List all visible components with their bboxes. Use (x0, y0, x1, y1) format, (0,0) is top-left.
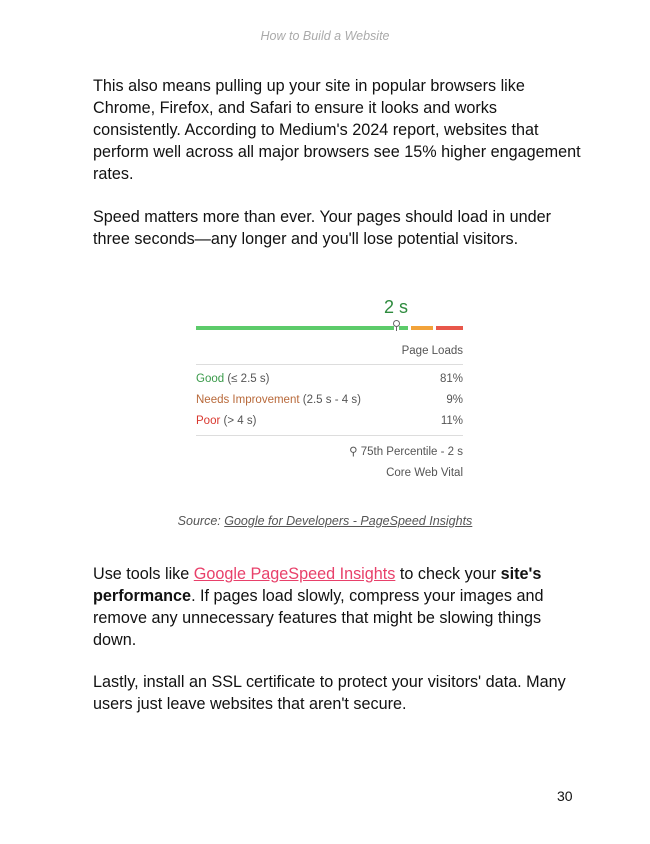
page-number: 30 (557, 788, 573, 804)
bar-good (196, 326, 394, 330)
text: Use tools like (93, 565, 194, 583)
source-prefix: Source: (177, 514, 225, 528)
row-value: 9% (446, 394, 463, 406)
bar-good-tail (399, 326, 408, 330)
paragraph-tools (93, 563, 583, 651)
row-value: 81% (439, 373, 463, 385)
bold-text: site's performance (93, 565, 542, 605)
source-link[interactable]: Google for Developers - PageSpeed Insights (224, 514, 473, 528)
pin-icon: ⚲ (349, 446, 361, 458)
percentile-text: 75th Percentile - 2 s (360, 446, 463, 458)
row-range: (> 4 s) (220, 415, 257, 427)
divider (196, 435, 463, 436)
percentile-marker-stem (396, 326, 397, 331)
row-needs-improvement (196, 394, 361, 406)
text: . If pages load slowly, compress your images and remove any unnecessary features that might be slowing things down. (93, 587, 544, 649)
bar-poor (436, 326, 463, 330)
row-label: Good (196, 373, 225, 385)
figure-source (0, 514, 650, 528)
row-range: (≤ 2.5 s) (224, 373, 270, 385)
lcp-value: 2 s (384, 297, 409, 317)
pagespeed-link[interactable]: Google PageSpeed Insights (193, 565, 396, 583)
paragraph-browsers: This also means pulling up your site in popular browsers like Chrome, Firefox, and Safari to ensure it looks and works consistently. According to Medium's 2024 report, websites that perform well across all major browsers see 15% higher engagement rates. (93, 77, 581, 183)
row-label: Needs Improvement (196, 394, 300, 406)
row-range: (2.5 s - 4 s) (299, 394, 361, 406)
core-web-vital-label: Core Web Vital (386, 467, 463, 479)
divider (196, 364, 463, 365)
row-label: Poor (196, 415, 221, 427)
paragraph-speed: Speed matters more than ever. Your pages should load in under three seconds—any longer and you'll lose potential visitors. (93, 208, 552, 248)
row-good (196, 373, 269, 385)
text: to check your (395, 565, 501, 583)
row-poor (196, 415, 256, 427)
row-value: 11% (440, 415, 463, 427)
paragraph-ssl: Lastly, install an SSL certificate to protect your visitors' data. Many users just leave websites that aren't secure. (93, 673, 566, 713)
bar-needs-improvement (411, 326, 433, 330)
running-header: How to Build a Website (260, 29, 390, 43)
percentile-label (349, 444, 463, 458)
column-header: Page Loads (401, 345, 463, 357)
